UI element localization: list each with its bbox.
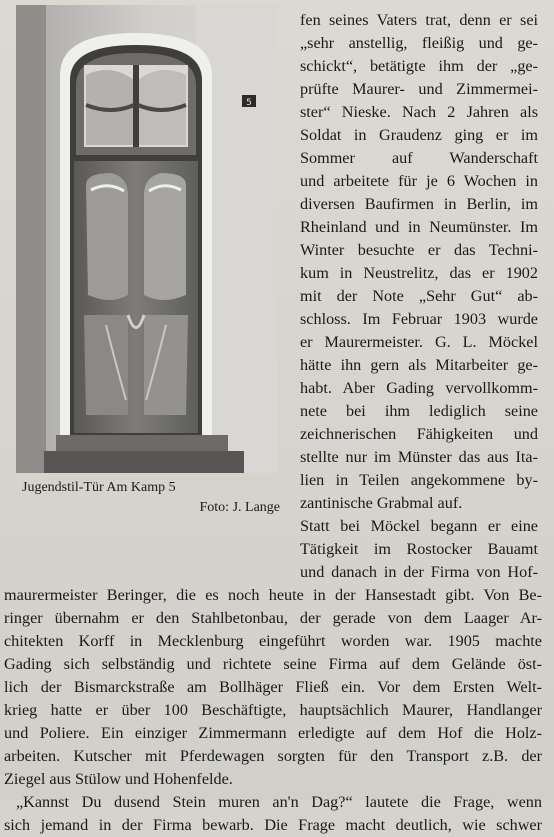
body-text-line: Gading sich selbständig und richtete seine Firma auf dem Gelände öst- [4,655,542,673]
column-text-line: Soldat in Graudenz ging er im [300,126,538,144]
column-text-line: zantinische Grabmal auf. [300,494,463,512]
column-text-line: Sommer auf Wanderschaft [300,149,538,167]
column-text-line: diversen Baufirmen in Berlin, im [300,195,538,213]
column-text-line: er Maurermeister. G. L. Möckel [300,333,538,351]
column-text-line: und danach in der Firma von Hof- [300,563,538,581]
column-text-line: Statt bei Möckel begann er eine [300,517,538,535]
column-text-line: zeichnerischen Fähigkeiten und [300,425,538,443]
column-text-line: und arbeitete für je 6 Wochen in [300,172,538,190]
body-text-line: lich der Bismarckstraße am Bollhäger Fließ ein. Vor dem Ersten Welt- [4,678,542,696]
body-text-line: ringer übernahm er den Stahlbetonbau, der gerade von dem Laager Ar- [4,609,542,627]
door-illustration [16,5,278,473]
column-text-line: lien in Teilen angekommene by- [300,471,538,489]
photo-credit: Foto: J. Lange [199,500,280,515]
column-text-line: hätte ihn gern als Mitarbeiter ge- [300,356,538,374]
door-photo [16,5,278,473]
column-text-line: „sehr anstellig, fleißig und ge- [300,34,538,52]
column-text-line: habt. Aber Gading vervollkomm- [300,379,538,397]
column-text-line: Tätigkeit im Rostocker Bauamt [300,540,538,558]
body-text-line: maurermeister Beringer, die es noch heute in der Hansestadt gibt. Von Be- [4,586,542,604]
body-text-line: Ziegel aus Stülow und Hohenfelde. [4,770,233,788]
column-text-line: ster“ Nieske. Nach 2 Jahren als [300,103,538,121]
column-text-line: mit der Note „Sehr Gut“ ab- [300,287,538,305]
column-text-line: prüfte Maurer- und Zimmermei- [300,80,538,98]
body-text-line: chitekten Korff in Mecklenburg eingeführt worden war. 1905 machte [4,632,542,650]
column-text-line: Rheinland und in Neumünster. Im [300,218,538,236]
body-text-line: arbeiten. Kutscher mit Pferdewagen sorgten für den Transport z.B. der [4,747,542,765]
column-text-line: fen seines Vaters trat, denn er sei [300,11,538,29]
body-text-line: sich jemand in der Firma bewarb. Die Frage macht deutlich, wie schwer [4,816,542,834]
photo-caption [22,478,282,518]
body-text-line: und Poliere. Ein einziger Zimmermann erledigte auf dem Hof die Holz- [4,724,542,742]
body-text-line: „Kannst Du dusend Stein muren an'n Dag?“ lautete die Frage, wenn [16,793,542,811]
column-text-line: schloss. Im Februar 1903 wurde [300,310,538,328]
column-text-line: nete bei ihm lediglich seine [300,402,538,420]
column-text-line: stellte nur im Münster das aus Ita- [300,448,538,466]
column-text-line: schickt“, betätigte ihm der „ge- [300,57,538,75]
caption-text: Jugendstil-Tür Am Kamp 5 [22,480,176,495]
column-text-line: Winter besuchte er das Techni- [300,241,538,259]
column-text-line: kum in Neustrelitz, das er 1902 [300,264,538,282]
body-text-line: krieg hatte er über 100 Beschäftigte, hauptsächlich Maurer, Handlanger [4,701,542,719]
house-number: 5 [246,98,252,108]
